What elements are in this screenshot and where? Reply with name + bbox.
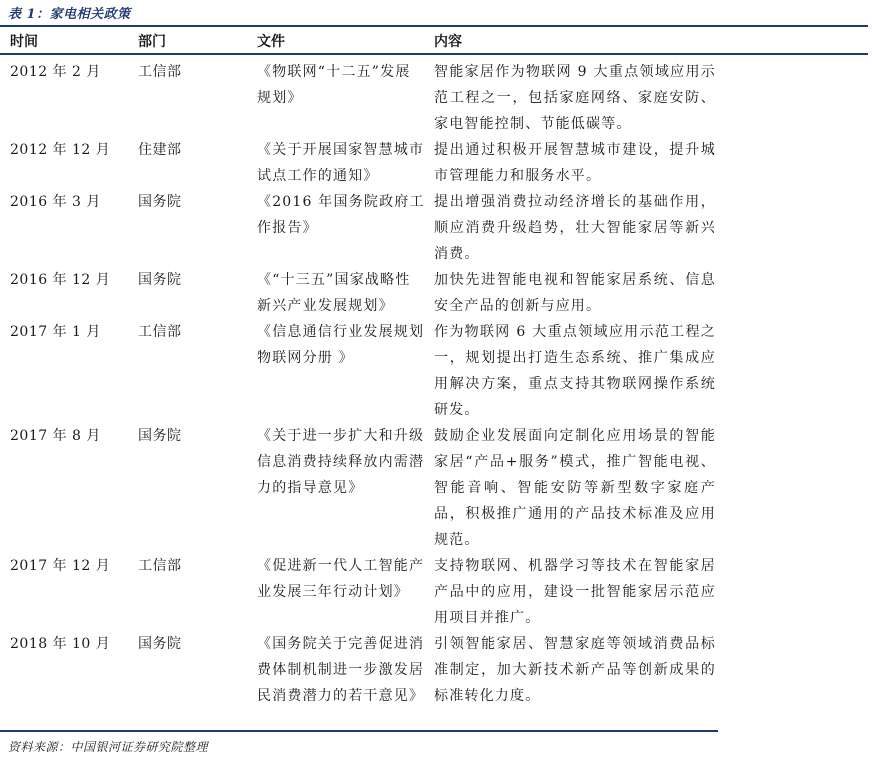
table-row [0, 56, 868, 134]
header-dept: 部门 [138, 34, 166, 50]
header-doc: 文件 [257, 34, 285, 50]
row-time: 2012 年 12 月 [10, 142, 111, 158]
header-content: 内容 [434, 34, 462, 50]
row-dept: 国务院 [138, 194, 182, 210]
row-dept: 住建部 [138, 142, 182, 158]
row-content: 鼓励企业发展面向定制化应用场景的智能家居“产品+服务”模式，推广智能电视、智能音响、智能安防等新型数字家庭产品，积极推广通用的产品技术标准及应用规范。 [434, 428, 716, 548]
row-dept: 工信部 [138, 324, 182, 340]
row-content: 引领智能家居、智慧家庭等领域消费品标准制定，加大新技术新产品等创新成果的标准转化力度。 [434, 636, 716, 704]
row-content: 支持物联网、机器学习等技术在智能家居产品中的应用，建设一批智能家居示范应用项目并推广。 [434, 558, 716, 626]
row-dept: 国务院 [138, 636, 182, 652]
table-title: 表 1：家电相关政策 [8, 7, 131, 22]
table-row [0, 316, 868, 420]
table-row [0, 550, 868, 628]
table-row [0, 134, 868, 186]
row-time: 2017 年 12 月 [10, 558, 111, 574]
table-row [0, 264, 868, 316]
table-header [0, 27, 868, 53]
table-row [0, 628, 868, 732]
row-doc: 《促进新一代人工智能产业发展三年行动计划》 [257, 558, 425, 600]
row-content: 提出通过积极开展智慧城市建设，提升城市管理能力和服务水平。 [434, 142, 716, 184]
table-body [0, 56, 868, 732]
row-dept: 国务院 [138, 428, 182, 444]
source-note: 资料来源：中国银河证券研究院整理 [8, 740, 209, 754]
row-dept: 国务院 [138, 272, 182, 288]
table-row [0, 420, 868, 550]
table-row [0, 186, 868, 264]
row-time: 2017 年 1 月 [10, 324, 101, 340]
header-time: 时间 [10, 34, 38, 50]
row-content: 提出增强消费拉动经济增长的基础作用，顺应消费升级趋势，壮大智能家居等新兴消费。 [434, 194, 716, 262]
row-content: 作为物联网 6 大重点领域应用示范工程之一，规划提出打造生态系统、推广集成应用解决方案，重点支持其物联网操作系统研发。 [434, 324, 716, 418]
row-time: 2016 年 12 月 [10, 272, 111, 288]
row-doc: 《关于进一步扩大和升级信息消费持续释放内需潜力的指导意见》 [257, 428, 425, 496]
row-time: 2018 年 10 月 [10, 636, 111, 652]
row-content: 智能家居作为物联网 9 大重点领域应用示范工程之一，包括家庭网络、家庭安防、家电智能控制、节能低碳等。 [434, 64, 716, 132]
row-content: 加快先进智能电视和智能家居系统、信息安全产品的创新与应用。 [434, 272, 716, 314]
row-doc: 《关于开展国家智慧城市试点工作的通知》 [257, 142, 425, 184]
row-time: 2016 年 3 月 [10, 194, 101, 210]
row-doc: 《物联网“十二五”发展规划》 [257, 64, 411, 106]
row-doc: 《“十三五”国家战略性新兴产业发展规划》 [257, 272, 411, 314]
row-time: 2012 年 2 月 [10, 64, 101, 80]
row-dept: 工信部 [138, 558, 182, 574]
header-rule [0, 53, 868, 55]
bottom-rule [0, 730, 718, 732]
row-doc: 《2016 年国务院政府工作报告》 [257, 194, 425, 236]
row-dept: 工信部 [138, 64, 182, 80]
row-doc: 《信息通信行业发展规划物联网分册 》 [257, 324, 425, 366]
row-doc: 《国务院关于完善促进消费体制机制进一步激发居民消费潜力的若干意见》 [257, 636, 425, 704]
row-time: 2017 年 8 月 [10, 428, 101, 444]
